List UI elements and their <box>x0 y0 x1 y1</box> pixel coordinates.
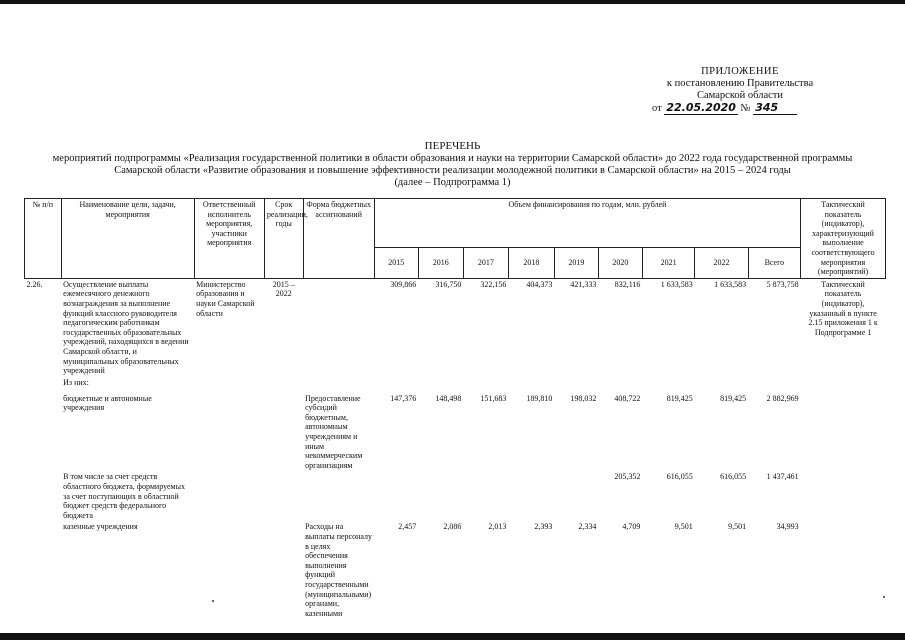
row-term <box>264 393 303 472</box>
appendix-title: ПРИЛОЖЕНИЕ <box>701 66 779 77</box>
row-responsible: Министерство образования и науки Самарской области <box>196 279 255 318</box>
row-num <box>25 521 62 619</box>
row-value: 151,683 <box>480 393 507 403</box>
col-header-term: Срок реализации, годы <box>264 199 303 279</box>
row-total: 1 437,461 <box>766 472 799 482</box>
row-total: 5 873,758 <box>766 279 799 289</box>
table-row <box>25 521 886 619</box>
row-indicator <box>801 521 886 619</box>
row-value: 2,334 <box>578 522 597 532</box>
col-header-form: Форма бюджетных ассигнований <box>303 199 374 279</box>
row-value: 2,457 <box>398 522 417 532</box>
row-value: 1 633,583 <box>714 279 747 289</box>
col-header-name: Наименование цели, задачи, мероприятия <box>61 199 194 279</box>
row-total: 34,993 <box>776 522 799 532</box>
row-value: 9,501 <box>674 522 693 532</box>
row-responsible <box>194 471 264 521</box>
row-value: 309,866 <box>390 279 417 289</box>
scan-bottom-edge <box>0 633 905 640</box>
row-num <box>25 471 62 521</box>
row-name: бюджетные и автономные учреждения <box>63 393 152 413</box>
row-name: Из них: <box>63 377 89 387</box>
row-name: В том числе за счет средств областного бюджета, формируемых за счет поступающих в областной бюджет средств федерального бюджета <box>63 472 185 520</box>
row-form: Предоставление субсидий бюджетным, автономным учреждениям и иным некоммерческим организациям <box>305 393 363 470</box>
row-value: 616,055 <box>666 472 693 482</box>
row-num <box>25 377 62 393</box>
row-value: 616,055 <box>720 472 747 482</box>
col-header-responsible: Ответственный исполнитель мероприятия, участники мероприятия <box>194 199 264 279</box>
row-term <box>264 521 303 619</box>
year-header: 2017 <box>463 248 508 278</box>
header-row <box>25 199 886 248</box>
decree-date: 22.05.2020 <box>666 101 736 114</box>
row-num <box>25 393 62 472</box>
measures-table <box>24 198 886 619</box>
row-responsible <box>194 393 264 472</box>
year-header: 2018 <box>508 248 554 278</box>
row-value: 322,156 <box>480 279 507 289</box>
row-num: 2.26. <box>26 279 43 289</box>
year-header: 2020 <box>598 248 642 278</box>
col-header-num: № п/п <box>25 199 62 279</box>
year-header: 2016 <box>418 248 463 278</box>
row-value: 408,722 <box>614 393 641 403</box>
year-header: 2021 <box>642 248 694 278</box>
row-value <box>508 471 554 521</box>
row-value: 205,352 <box>614 472 641 482</box>
title-heading: ПЕРЕЧЕНЬ <box>424 140 481 152</box>
row-responsible <box>194 521 264 619</box>
table-row <box>25 471 886 521</box>
scan-speck <box>883 596 885 598</box>
appendix-block <box>640 66 840 115</box>
row-value: 1 633,583 <box>660 279 693 289</box>
row-total: 2 882,969 <box>766 393 799 403</box>
row-value: 9,501 <box>728 522 747 532</box>
row-indicator: Тактический показатель (индикатор), указанный в пункте 2.15 приложения 1 к Подпрограмме 1 <box>808 279 878 337</box>
decree-reference <box>640 102 840 115</box>
row-indicator <box>801 471 886 521</box>
title-line-1: мероприятий подпрограммы «Реализация государственной политики в области образования и науки на территории Самарской области» до 2022 года государственной программы <box>52 153 853 164</box>
year-header: 2019 <box>554 248 598 278</box>
row-value: 2,393 <box>534 522 553 532</box>
row-value: 4,709 <box>622 522 641 532</box>
row-indicator <box>801 393 886 472</box>
row-value: 148,498 <box>435 393 462 403</box>
row-value <box>554 471 598 521</box>
row-value: 198,032 <box>570 393 597 403</box>
row-value: 404,373 <box>526 279 553 289</box>
row-name: Осуществление выплаты ежемесячного денежного вознаграждения за выполнение функций классного руководителя педагогическим работникам государственных образовательных учреждений, находящихся в ведении Самарской области, и муниципальных образовательных учреждений <box>63 279 189 376</box>
row-value: 2,086 <box>443 522 462 532</box>
table-row <box>25 393 886 472</box>
row-form <box>303 471 374 521</box>
number-label: № <box>740 103 751 114</box>
scan-top-edge <box>0 0 905 4</box>
title-line-2: Самарской области «Развитие образования и повышение эффективности реализации молодежной политики в Самарской области» на 2015 – 2024 годы <box>114 165 791 176</box>
appendix-line-1: к постановлению Правительства <box>666 78 814 89</box>
col-header-funding: Объем финансирования по годам, млн. рублей <box>374 199 800 248</box>
row-value: 819,425 <box>666 393 693 403</box>
row-value <box>463 471 508 521</box>
row-term <box>264 471 303 521</box>
from-label: от <box>652 103 662 114</box>
row-value <box>374 471 418 521</box>
row-term: 2015 – 2022 <box>272 279 295 299</box>
title-line-3: (далее – Подпрограмма 1) <box>394 177 511 188</box>
row-value <box>418 471 463 521</box>
document-title <box>0 140 905 189</box>
decree-number: 345 <box>753 102 797 115</box>
row-value: 819,425 <box>720 393 747 403</box>
row-empty <box>194 377 885 393</box>
row-value: 832,116 <box>614 279 641 289</box>
row-name: казенные учреждения <box>63 522 138 532</box>
appendix-line-2: Самарской области <box>697 90 783 101</box>
table-row <box>25 278 886 376</box>
total-header: Всего <box>748 248 800 278</box>
table-row <box>25 377 886 393</box>
year-header: 2022 <box>695 248 748 278</box>
row-value: 2,013 <box>488 522 507 532</box>
row-value: 316,750 <box>435 279 462 289</box>
row-form <box>303 278 374 376</box>
row-value: 421,333 <box>570 279 597 289</box>
scan-speck <box>212 600 214 602</box>
row-value: 189,810 <box>526 393 553 403</box>
year-header: 2015 <box>374 248 418 278</box>
row-value: 147,376 <box>390 393 417 403</box>
col-header-indicator: Тактический показатель (индикатор), характеризующий выполнение соответствующего мероприятия (мероприятий) <box>801 199 886 279</box>
row-form: Расходы на выплаты персоналу в целях обеспечения выполнения функций государственными (муниципальными) органами, казенными <box>305 522 372 618</box>
